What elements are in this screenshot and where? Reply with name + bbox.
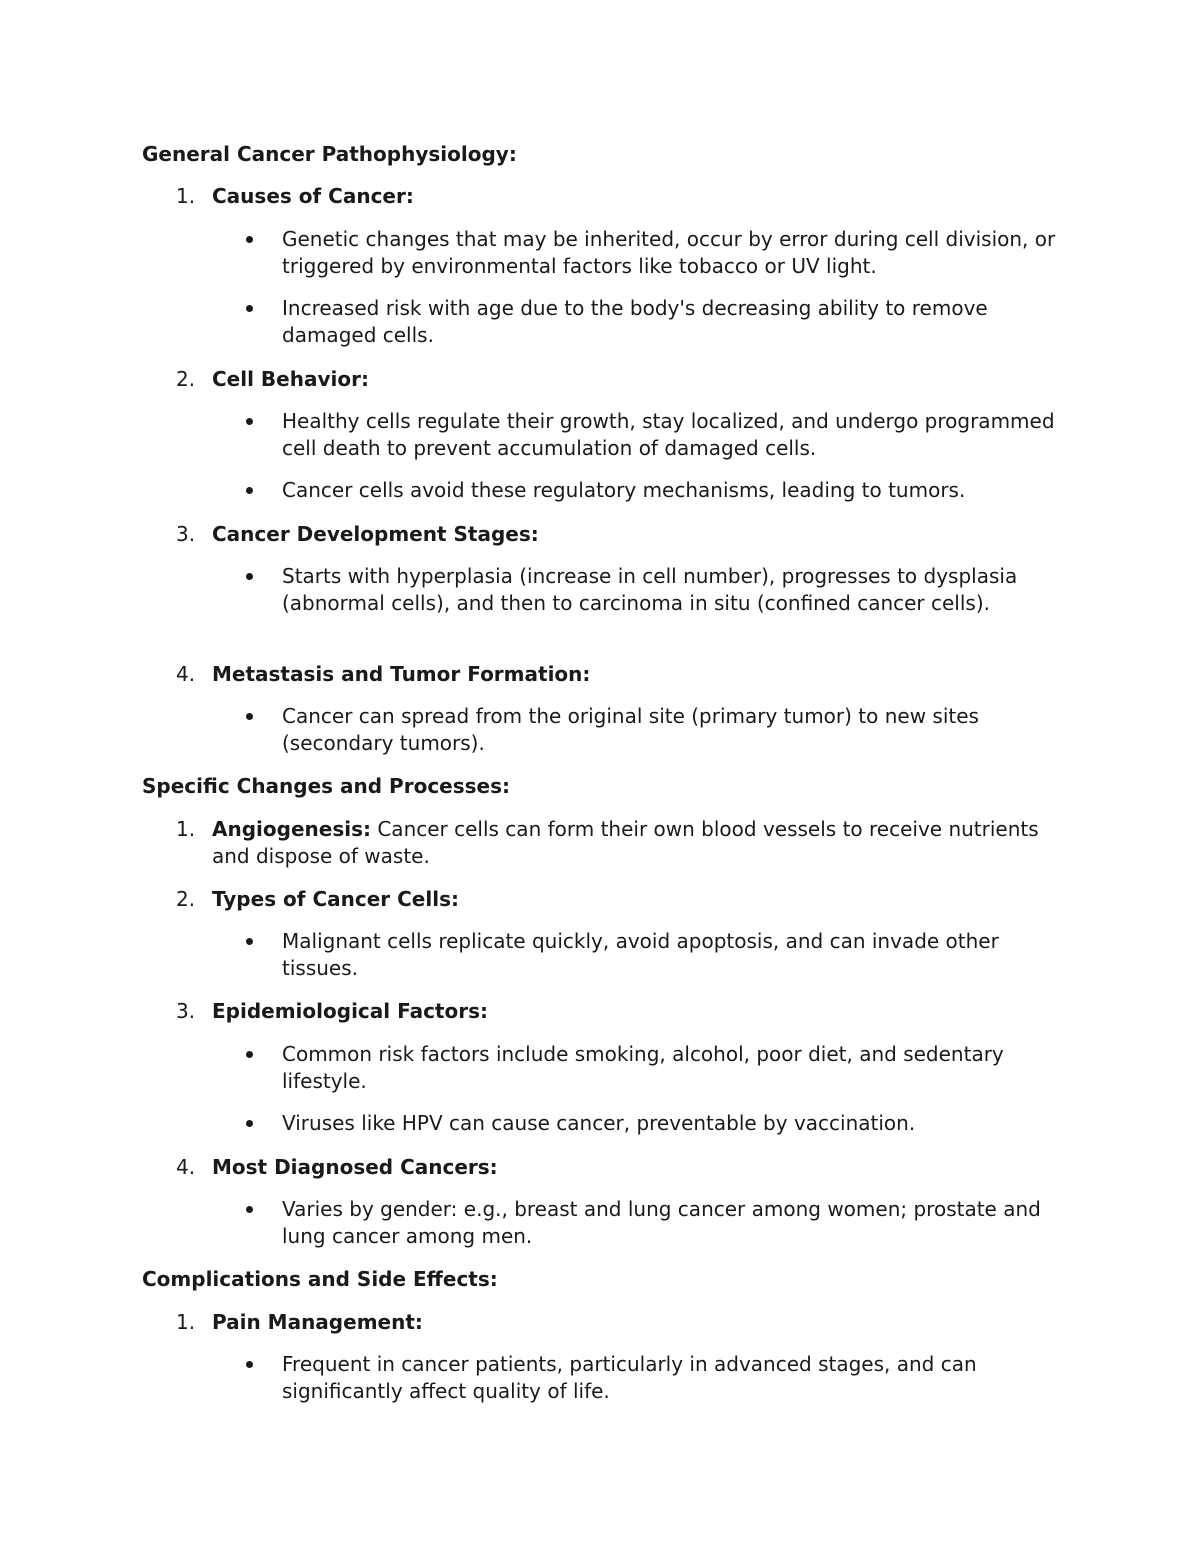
item-heading: Cell Behavior: bbox=[212, 367, 369, 391]
list-number: 3. bbox=[176, 999, 196, 1023]
list-number: 1. bbox=[176, 817, 196, 841]
bullet-icon bbox=[246, 1361, 253, 1368]
bullet-text: Healthy cells regulate their growth, stay localized, and undergo programmed cell death to prevent accumulation of damaged cells. bbox=[282, 409, 1055, 460]
list-number: 4. bbox=[176, 1155, 196, 1179]
bullet-text: Cancer cells avoid these regulatory mechanisms, leading to tumors. bbox=[282, 478, 966, 502]
list-number: 4. bbox=[176, 662, 196, 686]
bullet-text: Common risk factors include smoking, alcohol, poor diet, and sedentary lifestyle. bbox=[282, 1042, 1004, 1093]
bullet-icon bbox=[246, 305, 253, 312]
item-heading: Angiogenesis: bbox=[212, 817, 371, 841]
bullet-icon bbox=[246, 573, 253, 580]
item-heading: Metastasis and Tumor Formation: bbox=[212, 662, 591, 686]
item-inline-text: Cancer cells can form their own blood vessels to receive nutrients and dispose of waste. bbox=[212, 817, 1039, 868]
bullet-icon bbox=[246, 487, 253, 494]
list-number: 3. bbox=[176, 522, 196, 546]
bullet-text: Starts with hyperplasia (increase in cell number), progresses to dysplasia (abnormal cells), and then to carcinoma in situ (confined cancer cells). bbox=[282, 564, 1018, 615]
bullet-text: Malignant cells replicate quickly, avoid apoptosis, and can invade other tissues. bbox=[282, 929, 999, 980]
list-number: 2. bbox=[176, 367, 196, 391]
item-heading: Pain Management: bbox=[212, 1310, 423, 1334]
bullet-text: Cancer can spread from the original site (primary tumor) to new sites (secondary tumors). bbox=[282, 704, 979, 755]
item-heading: Cancer Development Stages: bbox=[212, 522, 539, 546]
section-title-complications: Complications and Side Effects: bbox=[142, 1267, 498, 1291]
list-number: 1. bbox=[176, 1310, 196, 1334]
item-heading: Causes of Cancer: bbox=[212, 184, 414, 208]
section-title-specific-changes: Specific Changes and Processes: bbox=[142, 774, 511, 798]
bullet-icon bbox=[246, 418, 253, 425]
bullet-icon bbox=[246, 1120, 253, 1127]
section-title-general-pathophysiology: General Cancer Pathophysiology: bbox=[142, 142, 517, 166]
bullet-icon bbox=[246, 236, 253, 243]
bullet-icon bbox=[246, 938, 253, 945]
list-number: 2. bbox=[176, 887, 196, 911]
bullet-text: Varies by gender: e.g., breast and lung cancer among women; prostate and lung cancer among men. bbox=[282, 1197, 1041, 1248]
bullet-text: Increased risk with age due to the body's decreasing ability to remove damaged cells. bbox=[282, 296, 988, 347]
item-heading: Most Diagnosed Cancers: bbox=[212, 1155, 498, 1179]
item-heading: Epidemiological Factors: bbox=[212, 999, 488, 1023]
bullet-text: Viruses like HPV can cause cancer, preventable by vaccination. bbox=[282, 1111, 916, 1135]
list-number: 1. bbox=[176, 184, 196, 208]
bullet-icon bbox=[246, 1206, 253, 1213]
bullet-text: Frequent in cancer patients, particularly in advanced stages, and can significantly affect quality of life. bbox=[282, 1352, 977, 1403]
bullet-icon bbox=[246, 713, 253, 720]
bullet-text: Genetic changes that may be inherited, occur by error during cell division, or triggered by environmental factors like tobacco or UV light. bbox=[282, 227, 1056, 278]
bullet-icon bbox=[246, 1051, 253, 1058]
item-heading: Types of Cancer Cells: bbox=[212, 887, 459, 911]
